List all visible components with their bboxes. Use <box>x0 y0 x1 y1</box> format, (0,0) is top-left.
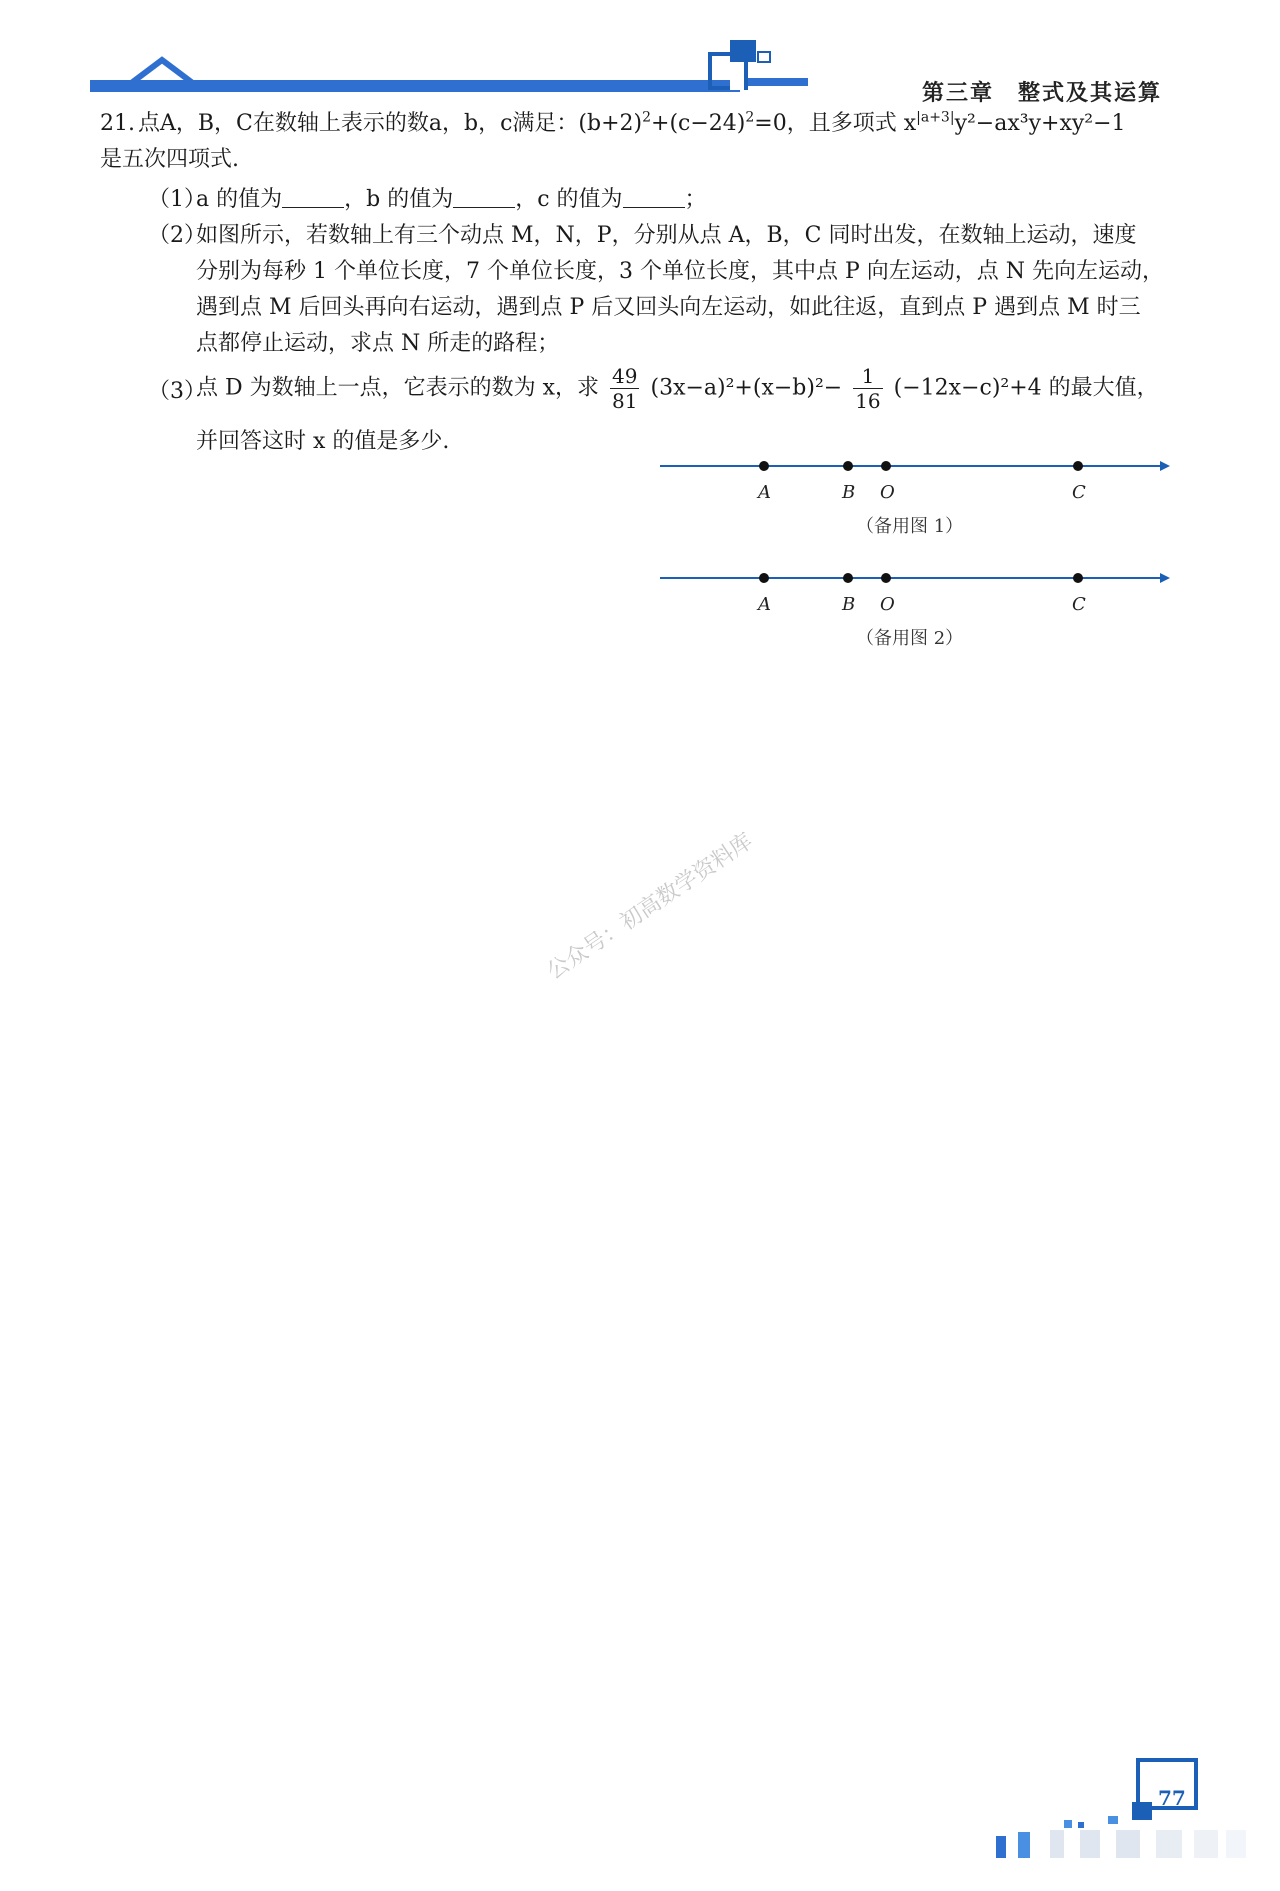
part-1-label: （1） <box>148 187 206 212</box>
number-line-1 <box>660 448 1170 508</box>
part-2-label: （2） <box>148 223 206 248</box>
watermark: 公众号：初高数学资料库 <box>542 828 758 985</box>
part-3-label: （3） <box>148 379 206 404</box>
point-label-B: B <box>842 482 856 503</box>
answer-blank-b[interactable] <box>453 185 515 208</box>
header-band <box>90 40 850 100</box>
footer-decoration <box>990 1750 1260 1870</box>
point-label-B: B <box>842 594 856 615</box>
question-stem-line1: 21. 点A，B，C在数轴上表示的数a，b，c满足：$(b+2)^2+(c-24)^2=0$，且多项式 $x^{|a+3|}y^2-ax^3y+xy^2-1$ <box>100 106 1126 142</box>
point-label-C: C <box>1072 594 1086 615</box>
question-number: 21. <box>100 111 135 136</box>
point-label-O: O <box>880 482 895 503</box>
number-line-2 <box>660 560 1170 620</box>
question-stem-line2: 是五次四项式. <box>100 147 239 172</box>
part-2-line3: 遇到点 M 后回头再向右运动，遇到点 P 后又回头向左运动，如此往返，直到点 P 遇到点 M 时三 <box>196 295 1141 320</box>
point-label-O: O <box>880 594 895 615</box>
answer-blank-c[interactable] <box>623 185 685 208</box>
part-2-line2: 分别为每秒 1 个单位长度，7 个单位长度，3 个单位长度，其中点 P 向左运动，点 N 先向左运动， <box>196 259 1164 284</box>
point-label-C: C <box>1072 482 1086 503</box>
fraction-1-16: $\frac{1}{16}$ <box>855 364 881 413</box>
answer-blank-a[interactable] <box>282 185 344 208</box>
figure-2-caption: （备用图 2） <box>856 628 964 649</box>
fraction-49-81: $\frac{49}{81}$ <box>612 364 638 413</box>
part-3-line2: 并回答这时 x 的值是多少. <box>196 429 450 454</box>
point-label-A: A <box>758 594 771 615</box>
point-label-A: A <box>758 482 771 503</box>
part-2-line1: 如图所示，若数轴上有三个动点 M，N，P，分别从点 A，B，C 同时出发，在数轴上运动，速度 <box>196 223 1137 248</box>
part-2-line4: 点都停止运动，求点 N 所走的路程； <box>196 331 560 356</box>
chapter-title: 第三章 整式及其运算 <box>921 80 1162 106</box>
page-number: 77 <box>1158 1786 1186 1810</box>
figure-1-caption: （备用图 1） <box>856 516 964 537</box>
